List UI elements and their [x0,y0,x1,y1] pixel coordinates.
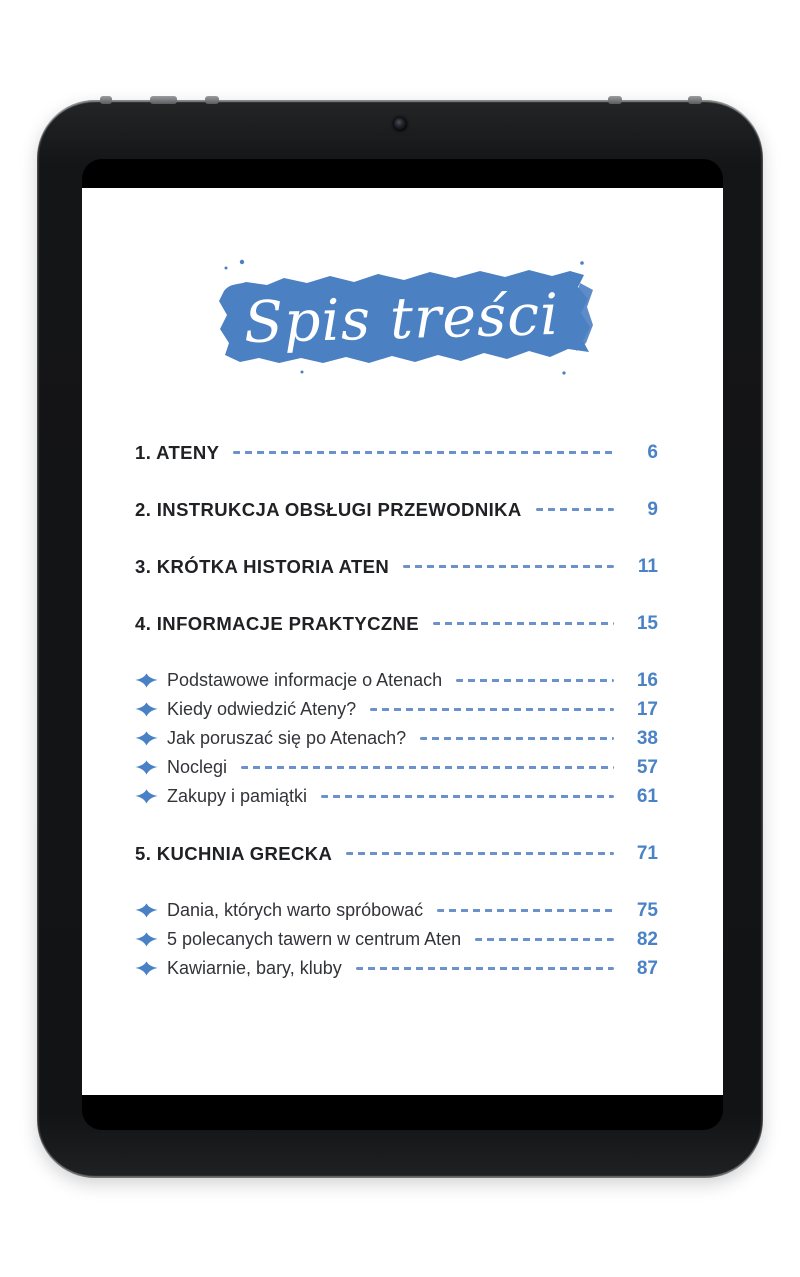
toc-subitem-row[interactable] [135,729,658,748]
toc-subitem-row[interactable] [135,671,658,690]
subitem-label: Noclegi [167,757,228,777]
dashed-leader [420,737,614,740]
subitem-label: Jak poruszać się po Atenach? [167,728,407,748]
page-number: 38 [636,728,658,749]
volume-button [150,96,177,104]
dashed-leader [536,508,614,511]
four-point-star-bullet-icon [135,673,158,688]
toc-chapter-block [135,500,658,519]
volume-button [205,96,219,104]
toc-chapter-row[interactable] [135,614,658,633]
dashed-leader [241,766,614,769]
toc-subitem-row[interactable] [135,700,658,719]
toc-subgroup [135,901,658,978]
toc-chapter-block [135,614,658,806]
page-number: 71 [636,843,658,864]
four-point-star-bullet-icon [135,932,158,947]
four-point-star-bullet-icon [135,789,158,804]
page-number: 75 [636,900,658,921]
subitem-label: Kawiarnie, bary, kluby [167,958,342,978]
front-camera-icon [393,117,407,131]
tablet-screen [82,159,723,1130]
four-point-star-bullet-icon [135,702,158,717]
chapter-label: 5. KUCHNIA GRECKA [135,843,333,864]
page-title: Spis treści [243,281,561,357]
brush-stroke-icon [212,255,593,380]
subitem-label: Podstawowe informacje o Atenach [167,670,443,690]
page-number: 87 [636,958,658,979]
toc-chapter-row[interactable] [135,500,658,519]
toc-subitem-row[interactable] [135,901,658,920]
title-banner [212,255,593,380]
subitem-label: Kiedy odwiedzić Ateny? [167,699,357,719]
dashed-leader [346,852,614,855]
page-number: 17 [636,699,658,720]
side-button [688,96,702,104]
subitem-label: Dania, których warto spróbować [167,900,424,920]
dashed-leader [370,708,614,711]
four-point-star-bullet-icon [135,760,158,775]
toc-subitem-row[interactable] [135,930,658,949]
page-number: 16 [636,670,658,691]
dashed-leader [433,622,614,625]
page-number: 9 [647,499,658,520]
power-button [100,96,112,104]
four-point-star-bullet-icon [135,903,158,918]
toc-chapter-block [135,443,658,462]
chapter-label: 2. INSTRUKCJA OBSŁUGI PRZEWODNIKA [135,499,522,520]
toc-chapter-block [135,557,658,576]
page-number: 82 [636,929,658,950]
page-number: 61 [636,786,658,807]
toc-subitem-row[interactable] [135,758,658,777]
chapter-label: 1. ATENY [135,442,220,463]
toc-subgroup [135,671,658,806]
subitem-label: 5 polecanych tawern w centrum Aten [167,929,462,949]
page-number: 15 [636,613,658,634]
toc-chapter-row[interactable] [135,557,658,576]
dashed-leader [356,967,614,970]
page-number: 57 [636,757,658,778]
dashed-leader [233,451,614,454]
dashed-leader [321,795,614,798]
dashed-leader [475,938,614,941]
chapter-label: 3. KRÓTKA HISTORIA ATEN [135,556,390,577]
document-page [82,188,723,1095]
four-point-star-bullet-icon [135,961,158,976]
dashed-leader [403,565,614,568]
toc-chapter-row[interactable] [135,844,658,863]
toc-chapter-block [135,844,658,978]
toc-subitem-row[interactable] [135,787,658,806]
dashed-leader [437,909,614,912]
dashed-leader [456,679,614,682]
tablet-device-frame [37,100,763,1178]
toc-list [82,443,723,978]
four-point-star-bullet-icon [135,731,158,746]
toc-chapter-row[interactable] [135,443,658,462]
side-button [608,96,622,104]
page-number: 6 [647,442,658,463]
subitem-label: Zakupy i pamiątki [167,786,308,806]
page-number: 11 [637,556,658,577]
chapter-label: 4. INFORMACJE PRAKTYCZNE [135,613,420,634]
toc-subitem-row[interactable] [135,959,658,978]
